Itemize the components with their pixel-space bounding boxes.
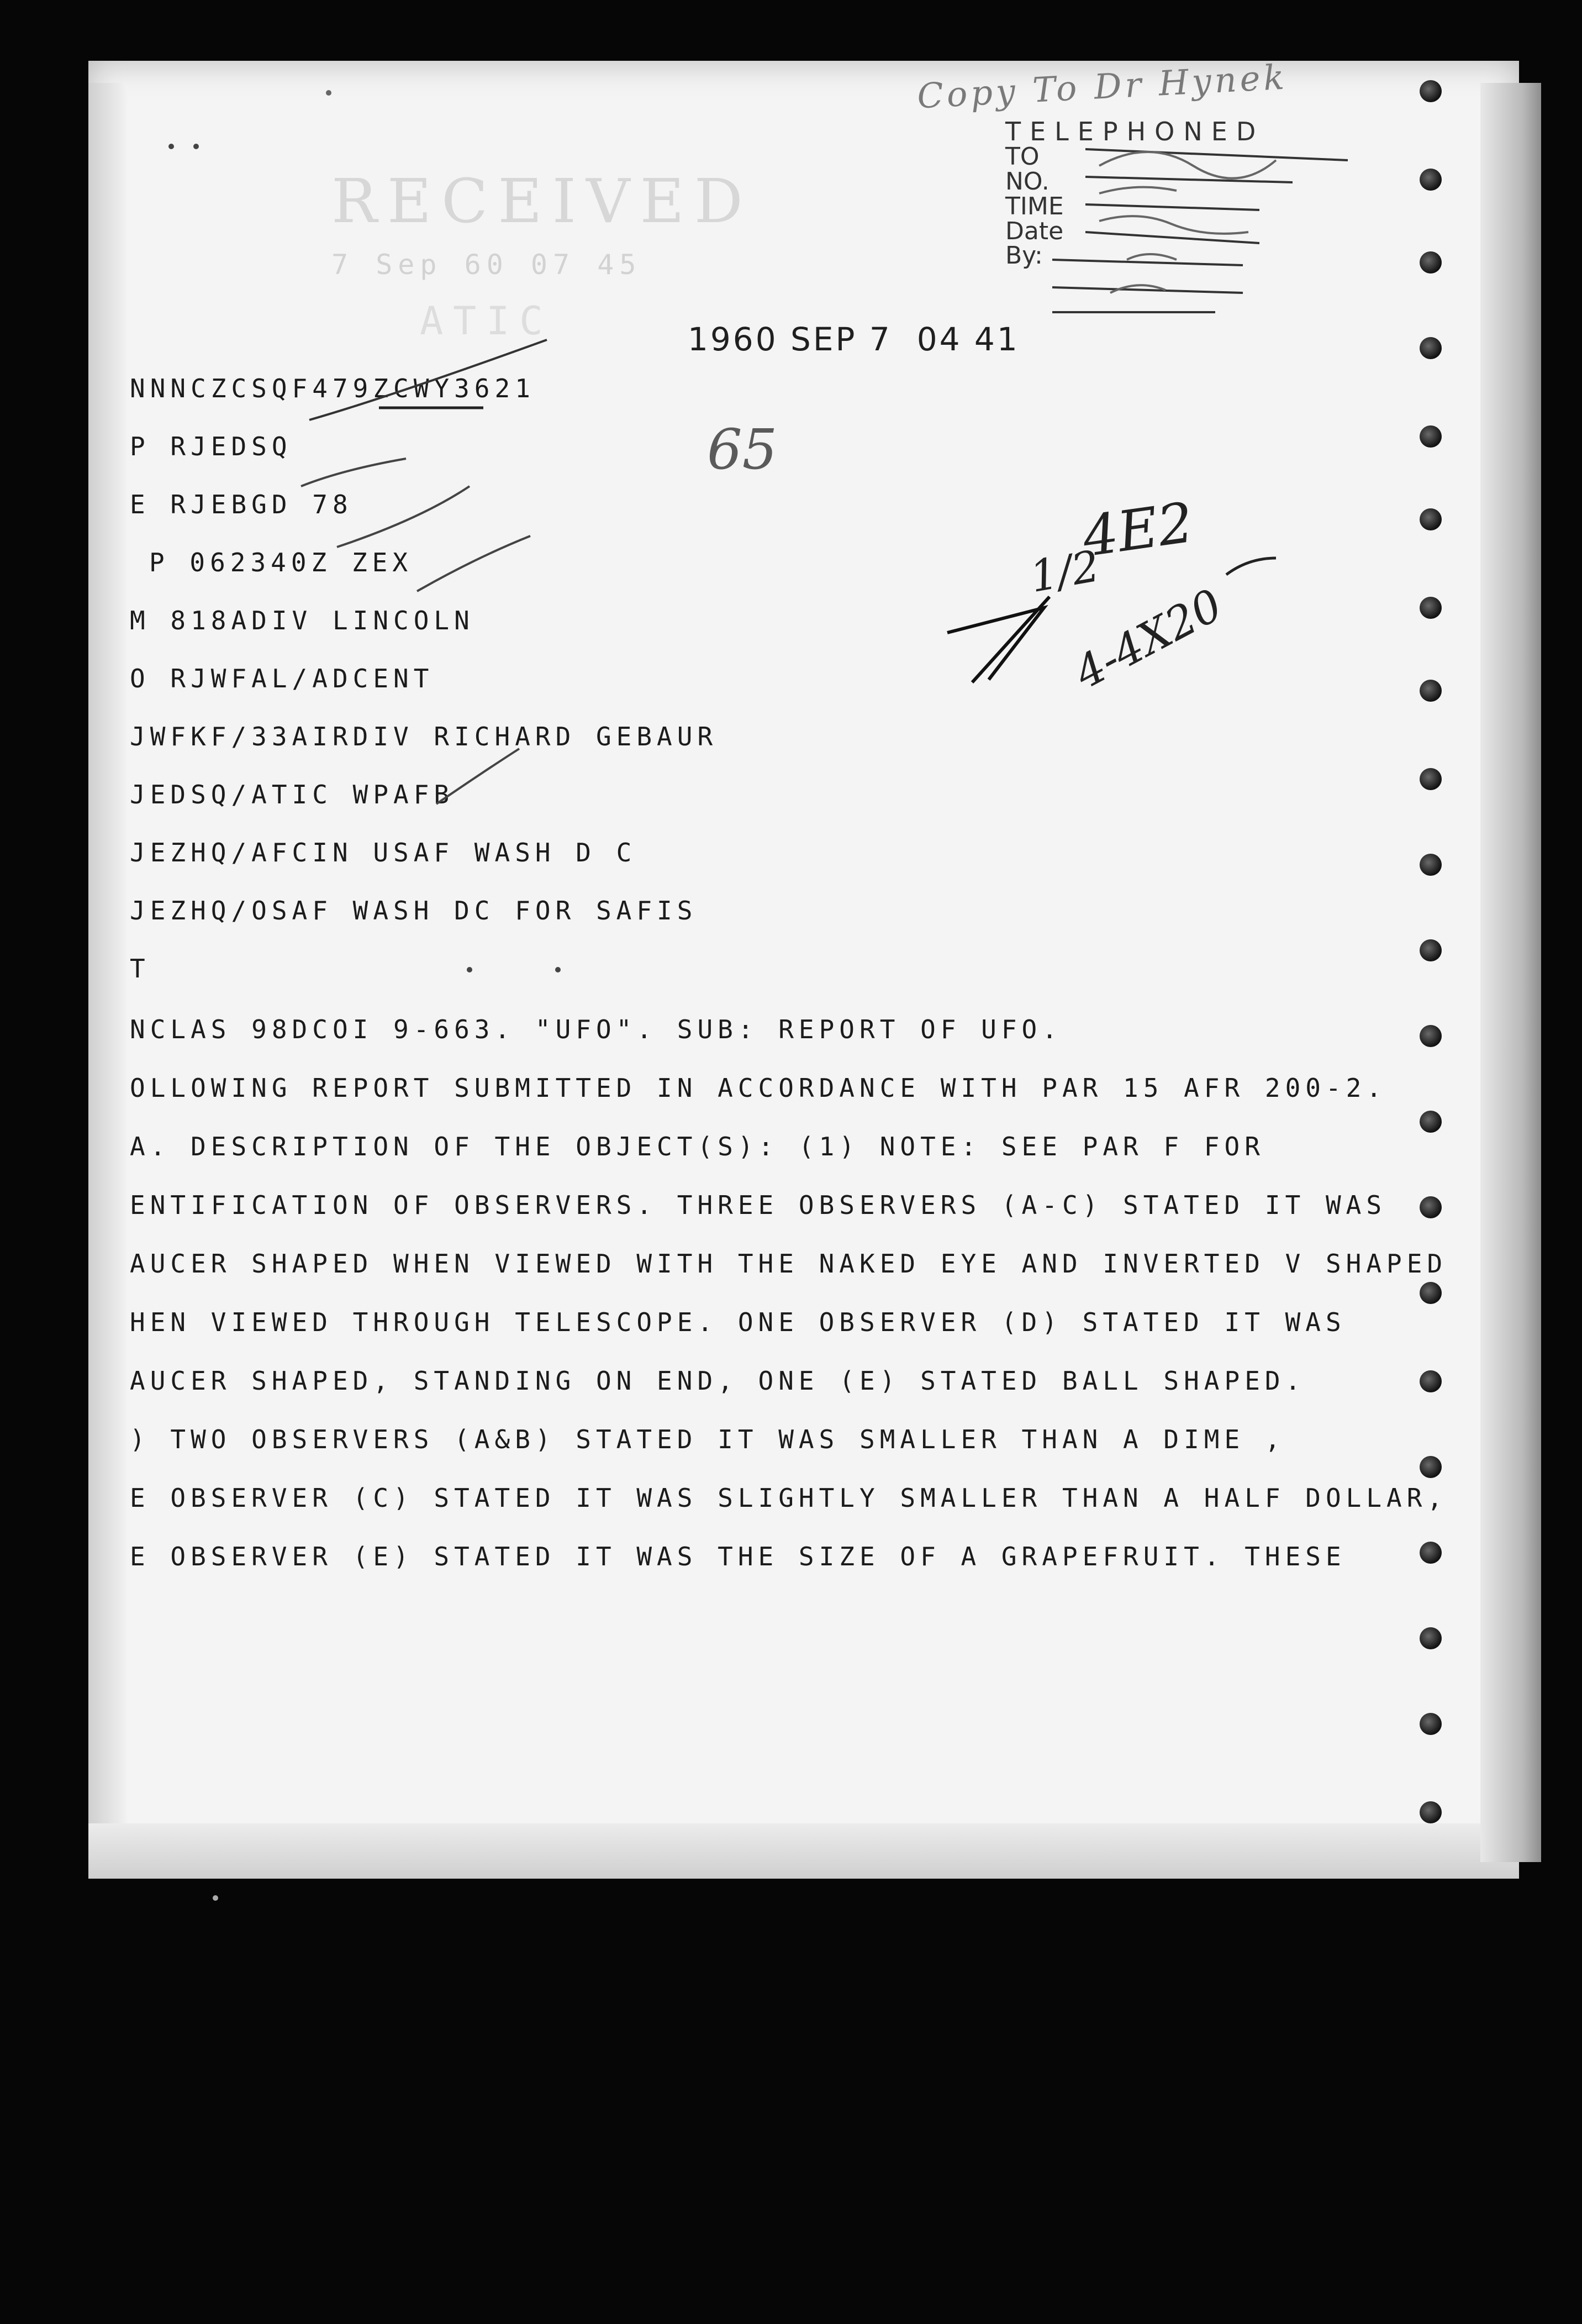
telephoned-to-label: TO xyxy=(1005,142,1040,171)
body-line: A. DESCRIPTION OF THE OBJECT(S): (1) NOTE: SEE PAR F FOR xyxy=(130,1132,1265,1161)
routing-line: P RJEDSQ xyxy=(130,432,292,461)
telephoned-date-label: Date xyxy=(1005,217,1064,245)
body-line: ENTIFICATION OF OBSERVERS. THREE OBSERVERS (A-C) STATED IT WAS xyxy=(130,1190,1387,1220)
handwritten-fraction: 1/2 xyxy=(1026,541,1104,603)
routing-line: E RJEBGD 78 xyxy=(130,490,353,519)
routing-line: M 818ADIV LINCOLN xyxy=(130,606,474,635)
body-line: E OBSERVER (C) STATED IT WAS SLIGHTLY SMALLER THAN A HALF DOLLAR, xyxy=(130,1483,1448,1513)
handwritten-size: 4-4X20 xyxy=(1066,579,1231,700)
routing-line: JEZHQ/OSAF WASH DC FOR SAFIS xyxy=(130,896,698,926)
body-line: E OBSERVER (E) STATED IT WAS THE SIZE OF A GRAPEFRUIT. THESE xyxy=(130,1542,1346,1571)
handwritten-ref: 4E2 xyxy=(1078,490,1198,570)
body-line: OLLOWING REPORT SUBMITTED IN ACCORDANCE WITH PAR 15 AFR 200-2. xyxy=(130,1073,1387,1103)
received-stamp-office: ATIC xyxy=(420,298,553,344)
received-stamp-datetime: 7 Sep 60 07 45 xyxy=(331,249,642,281)
routing-line: T xyxy=(130,954,150,984)
body-line: AUCER SHAPED, STANDING ON END, ONE (E) STATED BALL SHAPED. xyxy=(130,1366,1306,1396)
routing-line: NNNCZCSQF479ZCWY3621 xyxy=(130,374,535,403)
routing-line: P 062340Z ZEX xyxy=(149,548,413,577)
handwritten-copy-note: Copy To Dr Hynek xyxy=(916,56,1289,117)
body-line: HEN VIEWED THROUGH TELESCOPE. ONE OBSERVER (D) STATED IT WAS xyxy=(130,1307,1346,1337)
telephoned-by-label: By: xyxy=(1005,241,1043,270)
routing-line: O RJWFAL/ADCENT xyxy=(130,664,434,693)
date-time-stamp: 1960 SEP 7 04 41 xyxy=(688,320,1020,358)
telephoned-time-label: TIME xyxy=(1005,192,1064,220)
routing-line: JEDSQ/ATIC WPAFB xyxy=(130,780,455,809)
telephoned-no-label: NO. xyxy=(1005,167,1050,196)
handwritten-number: 65 xyxy=(707,417,778,482)
received-stamp-title: RECEIVED xyxy=(331,166,753,236)
routing-line: JEZHQ/AFCIN USAF WASH D C xyxy=(130,838,637,867)
body-line: ) TWO OBSERVERS (A&B) STATED IT WAS SMALLER THAN A DIME , xyxy=(130,1424,1285,1454)
telephoned-heading: TELEPHONED xyxy=(1005,117,1265,146)
routing-line: JWFKF/33AIRDIV RICHARD GEBAUR xyxy=(130,722,718,751)
body-line: NCLAS 98DCOI 9-663. "UFO". SUB: REPORT OF UFO. xyxy=(130,1014,1062,1044)
body-line: AUCER SHAPED WHEN VIEWED WITH THE NAKED EYE AND INVERTED V SHAPED xyxy=(130,1249,1448,1279)
